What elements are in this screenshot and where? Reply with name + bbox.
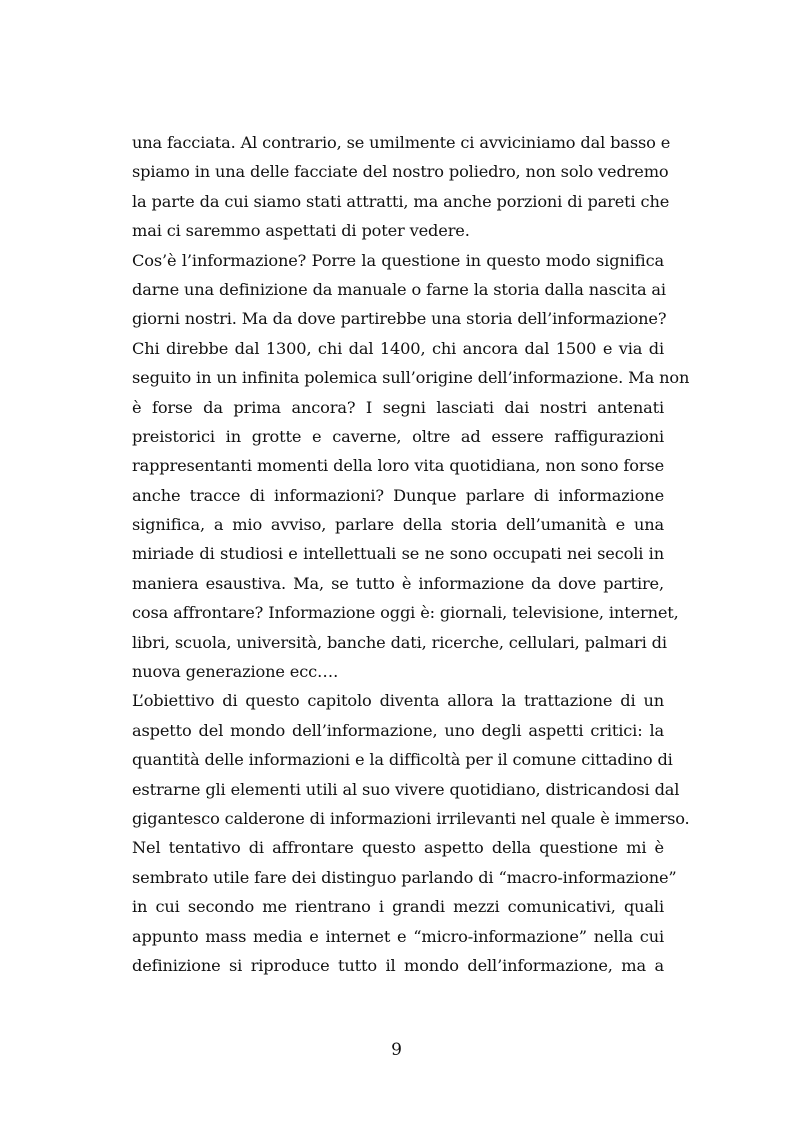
text-line: Cos’è l’informazione? Porre la questione in questo modo significa [132,250,664,270]
text-line: nuova generazione ecc…. [132,662,339,682]
text-line: maniera esaustiva. Ma, se tutto è informazione da dove partire, [132,573,664,593]
text-line: rappresentanti momenti della loro vita quotidiana, non sono forse [132,456,664,476]
text-line: Chi direbbe dal 1300, chi dal 1400, chi ancora dal 1500 e via di [132,338,664,358]
text-line: appunto mass media e internet e “micro-informazione” nella cui [132,926,664,946]
text-line: L’obiettivo di questo capitolo diventa allora la trattazione di un [132,691,664,711]
text-line: spiamo in una delle facciate del nostro poliedro, non solo vedremo [132,162,669,182]
text-line: la parte da cui siamo stati attratti, ma anche porzioni di pareti che [132,191,670,211]
text-line: preistorici in grotte e caverne, oltre ad essere raffigurazioni [132,426,664,446]
text-line: una facciata. Al contrario, se umilmente ci avviciniamo dal basso e [132,133,671,152]
text-line: sembrato utile fare dei distinguo parlando di “macro-informazione” [132,867,677,887]
text-line: Nel tentativo di affrontare questo aspetto della questione mi è [132,838,664,858]
text-line: anche tracce di informazioni? Dunque parlare di informazione [132,485,664,505]
text-line: darne una definizione da manuale o farne la storia dalla nascita ai [132,279,666,299]
text-line: miriade di studiosi e intellettuali se ne sono occupati nei secoli in [132,544,664,564]
text-line: aspetto del mondo dell’informazione, uno degli aspetti critici: la [132,720,664,740]
text-line: gigantesco calderone di informazioni irrilevanti nel quale è immerso. [132,808,690,828]
text-line: mai ci saremmo aspettati di poter vedere. [132,221,470,241]
page-number: 9 [391,1040,402,1060]
text-line: seguito in un infinita polemica sull’origine dell’informazione. Ma non [132,368,690,388]
text-line: quantità delle informazioni e la difficoltà per il comune cittadino di [132,750,673,770]
text-line: definizione si riproduce tutto il mondo dell’informazione, ma a [132,955,664,975]
text-line: libri, scuola, università, banche dati, ricerche, cellulari, palmari di [132,632,667,652]
text-line: estrarne gli elementi utili al suo vivere quotidiano, districandosi dal [132,779,680,799]
body-text [132,128,690,980]
text-line: in cui secondo me rientrano i grandi mezzi comunicativi, quali [132,897,664,917]
text-line: significa, a mio avviso, parlare della storia dell’umanità e una [132,515,664,535]
text-line: cosa affrontare? Informazione oggi è: giornali, televisione, internet, [132,603,679,623]
text-line: giorni nostri. Ma da dove partirebbe una storia dell’informazione? [132,309,667,329]
text-line: è forse da prima ancora? I segni lasciati dai nostri antenati [132,397,664,417]
